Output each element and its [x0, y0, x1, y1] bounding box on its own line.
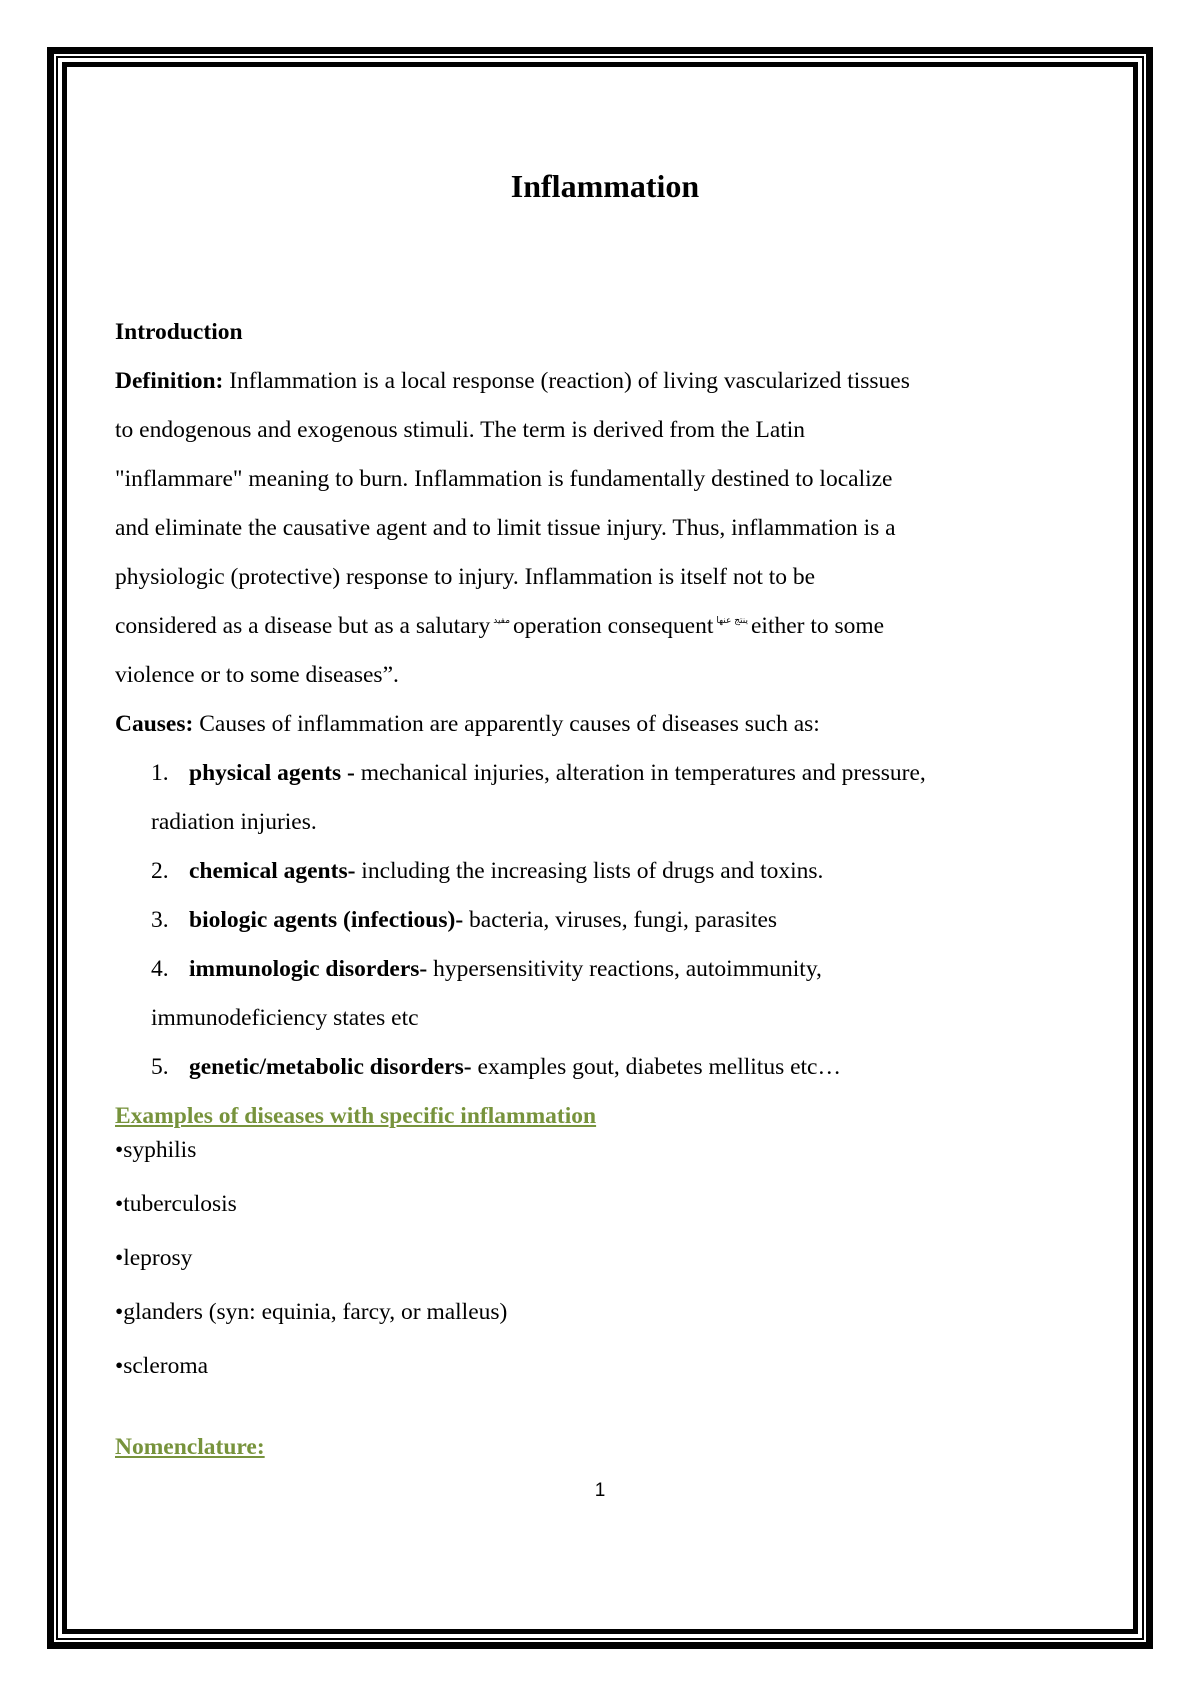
- definition-text-6c: either to some: [750, 613, 885, 639]
- definition-line-7: violence or to some diseases”.: [115, 662, 399, 688]
- cause-term: chemical agents-: [189, 858, 356, 884]
- example-item-scleroma: •scleroma: [115, 1353, 209, 1379]
- cause-number: 5.: [151, 1054, 169, 1080]
- definition-line-2: to endogenous and exogenous stimuli. The term is derived from the Latin: [115, 417, 806, 443]
- introduction-heading: Introduction: [115, 319, 243, 345]
- cause-description: mechanical injuries, alteration in temperatures and pressure,: [354, 760, 926, 786]
- definition-text-6b: operation consequent: [513, 613, 714, 639]
- cause-term: immunologic disorders-: [189, 956, 428, 982]
- arabic-gloss-resulting: ينتج عنها: [716, 616, 748, 626]
- page-number: 1: [594, 1480, 606, 1501]
- cause-number: 2.: [151, 858, 169, 884]
- definition-text-6a: considered as a disease but as a salutary: [115, 613, 491, 639]
- definition-line-5: physiologic (protective) response to injury. Inflammation is itself not to be: [115, 564, 816, 590]
- cause-item-3: [151, 906, 777, 934]
- example-item-syphilis: •syphilis: [115, 1137, 197, 1163]
- causes-label: Causes:: [115, 711, 194, 737]
- causes-line: [115, 710, 820, 738]
- definition-text-1: Inflammation is a local response (reaction) of living vascularized tissues: [229, 368, 910, 394]
- example-item-tuberculosis: •tuberculosis: [115, 1191, 237, 1217]
- cause-item-1: [151, 759, 926, 787]
- document-title: Inflammation: [510, 168, 700, 204]
- page-border-inner: [62, 62, 1138, 1634]
- nomenclature-heading: Nomenclature:: [115, 1434, 265, 1460]
- cause-description: bacteria, viruses, fungi, parasites: [463, 907, 778, 933]
- cause-item-1-continued: radiation injuries.: [151, 809, 317, 835]
- cause-number: 4.: [151, 956, 169, 982]
- cause-term: physical agents -: [189, 760, 355, 786]
- definition-line-4: and eliminate the causative agent and to limit tissue injury. Thus, inflammation is a: [115, 515, 896, 541]
- example-item-glanders: •glanders (syn: equinia, farcy, or malleus): [115, 1299, 508, 1325]
- cause-item-4-continued: immunodeficiency states etc: [151, 1005, 419, 1031]
- cause-term: biologic agents (infectious)-: [189, 907, 464, 933]
- causes-text: Causes of inflammation are apparently causes of diseases such as:: [199, 711, 820, 737]
- cause-description: examples gout, diabetes mellitus etc…: [471, 1054, 841, 1080]
- examples-heading: Examples of diseases with specific inflammation: [115, 1103, 597, 1129]
- definition-line-6: [115, 612, 884, 640]
- cause-item-4: [151, 955, 822, 983]
- example-item-leprosy: •leprosy: [115, 1245, 193, 1271]
- cause-number: 3.: [151, 907, 169, 933]
- definition-line-3: "inflammare" meaning to burn. Inflammation is fundamentally destined to localize: [115, 466, 893, 492]
- cause-item-5: [151, 1053, 841, 1081]
- cause-description: including the increasing lists of drugs and toxins.: [355, 858, 824, 884]
- arabic-gloss-useful: مفيد: [493, 616, 511, 626]
- cause-term: genetic/metabolic disorders-: [189, 1054, 472, 1080]
- cause-item-2: [151, 857, 823, 885]
- definition-line-1: [115, 367, 910, 395]
- definition-label: Definition:: [115, 368, 224, 394]
- cause-description: hypersensitivity reactions, autoimmunity,: [427, 956, 822, 982]
- cause-number: 1.: [151, 760, 169, 786]
